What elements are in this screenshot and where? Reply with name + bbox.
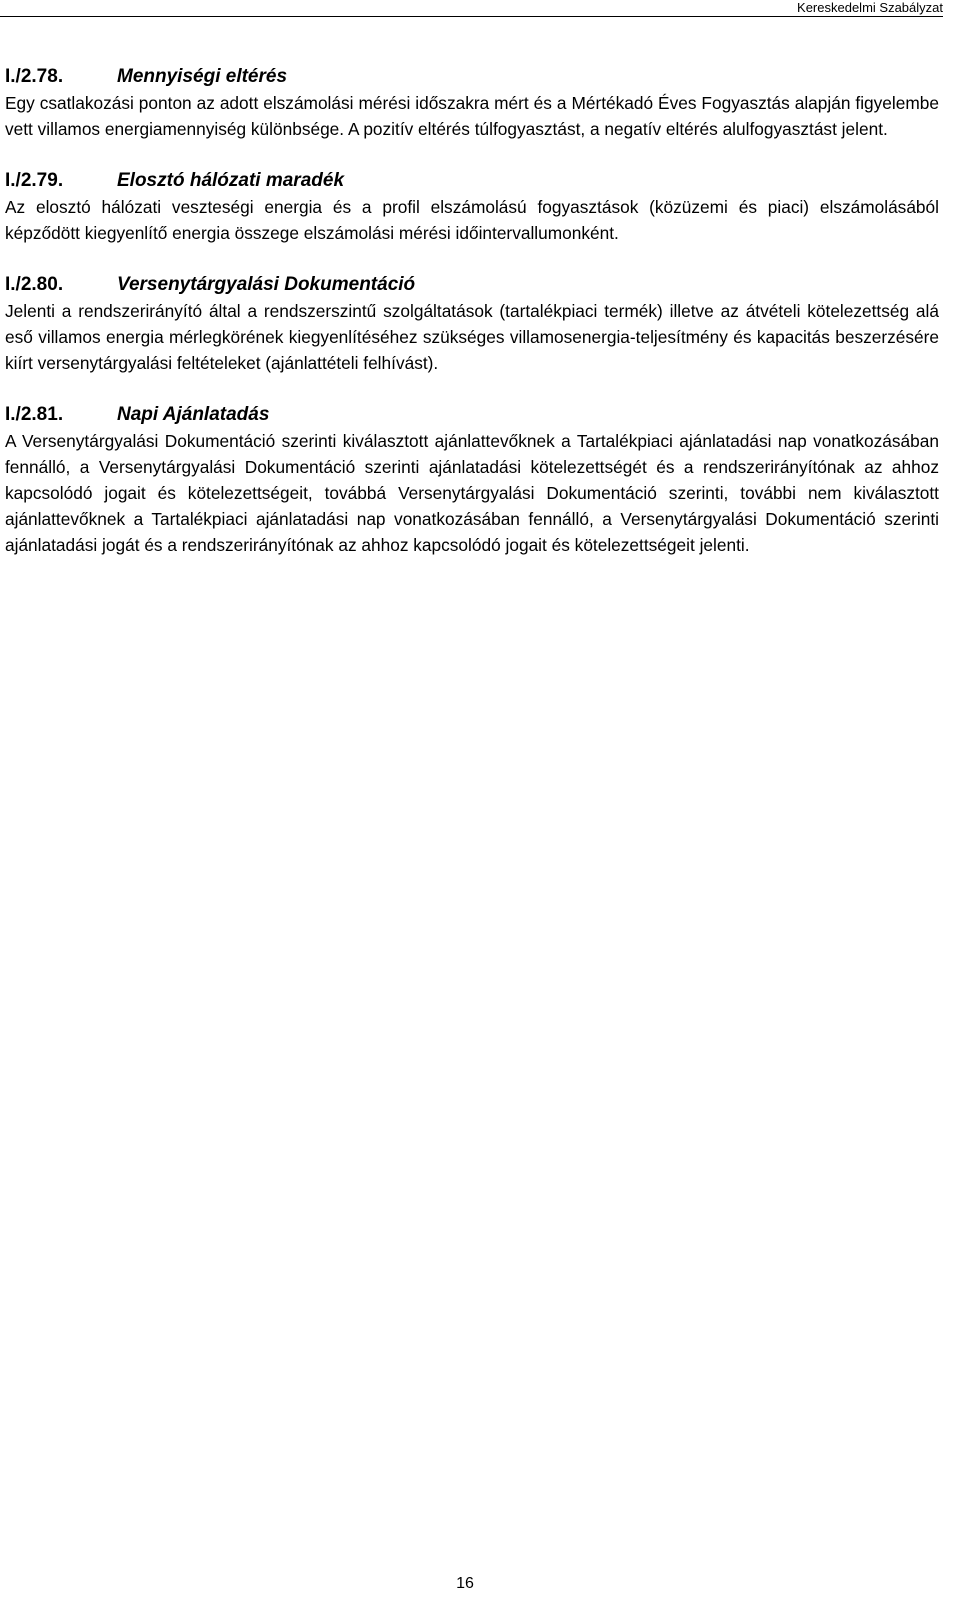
definition-section [5, 168, 939, 246]
document-content [5, 64, 939, 584]
section-heading [5, 64, 939, 90]
section-number: I./2.80. [5, 274, 64, 295]
definition-section [5, 64, 939, 142]
section-title: Napi Ajánlatadás [117, 404, 270, 425]
definition-section [5, 272, 939, 376]
section-body: Egy csatlakozási ponton az adott elszámolási mérési időszakra mért és a Mértékadó Éves Fogyasztás alapján figyelembe vett villamos energiamennyiség különbsége. A pozitív eltérés túlfogyasztást, a negatív eltérés alulfogyasztást jelent. [5, 93, 939, 139]
definition-section [5, 402, 939, 558]
section-heading [5, 272, 939, 298]
section-body: Az elosztó hálózati veszteségi energia és a profil elszámolású fogyasztások (közüzemi és piaci) elszámolásából képződött kiegyenlítő energia összege elszámolási mérési időintervallumonként. [5, 197, 939, 243]
section-body: Jelenti a rendszerirányító által a rendszerszintű szolgáltatások (tartalékpiaci termék) illetve az átvételi kötelezettség alá eső villamos energia mérlegkörének kiegyenlítéséhez szükséges villamosenergia-teljesítmény és kapacitás beszerzésére kiírt versenytárgyalási feltételeket (ajánlattételi felhívást). [5, 301, 939, 373]
page-header [0, 0, 943, 17]
section-number: I./2.78. [5, 66, 64, 87]
section-number: I./2.81. [5, 404, 64, 425]
section-number: I./2.79. [5, 170, 64, 191]
section-title: Versenytárgyalási Dokumentáció [117, 274, 416, 295]
section-body: A Versenytárgyalási Dokumentáció szerinti kiválasztott ajánlattevőknek a Tartalékpiaci ajánlatadási nap vonatkozásában fennálló, a Versenytárgyalási Dokumentáció szerinti ajánlatadási kötelezettségét és a rendszerirányítónak az ahhoz kapcsolódó jogait és kötelezettségeit, továbbá Versenytárgyalási Dokumentáció szerinti, további nem kiválasztott ajánlattevőknek a Tartalékpiaci ajánlatadási nap vonatkozásában fennálló, a Versenytárgyalási Dokumentáció szerinti ajánlatadási jogát és a rendszerirányítónak az ahhoz kapcsolódó jogait és kötelezettségeit jelenti. [5, 431, 939, 555]
section-heading [5, 168, 939, 194]
document-title: Kereskedelmi Szabályzat [797, 0, 943, 15]
page-number: 16 [456, 1575, 474, 1592]
section-heading [5, 402, 939, 428]
section-title: Mennyiségi eltérés [117, 66, 288, 87]
section-title: Elosztó hálózati maradék [117, 170, 345, 191]
